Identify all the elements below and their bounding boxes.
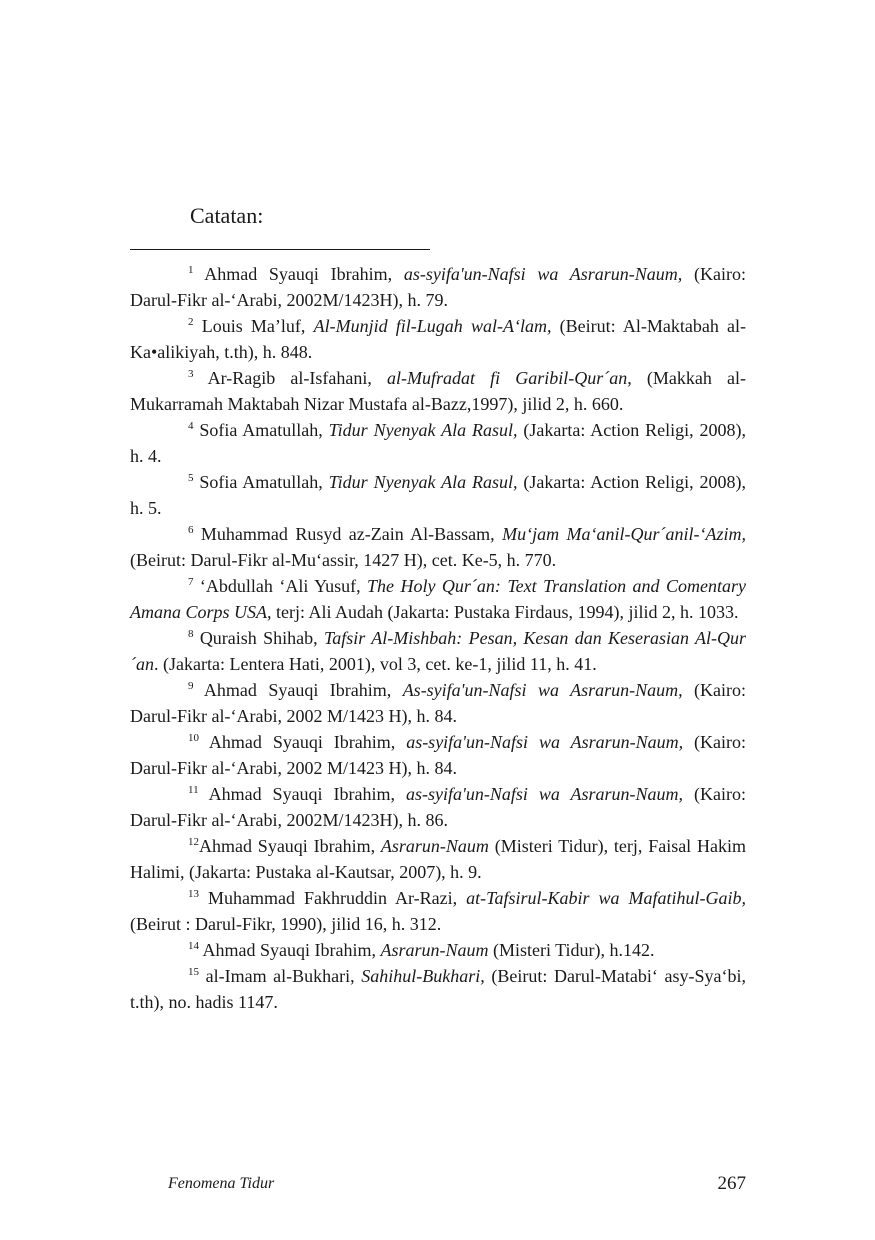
- footnotes-list: [130, 261, 746, 1015]
- footnote-publication: (Jakarta: Action Religi, 2008), h. 4.: [130, 420, 746, 466]
- footnote-11: [130, 781, 746, 833]
- footnote-number: 8: [188, 628, 194, 640]
- footnote-14: [130, 937, 746, 963]
- footnote-author: Ahmad Syauqi Ibrahim,: [198, 784, 407, 804]
- footnote-publication: (Misteri Tidur), h.142.: [488, 940, 655, 960]
- footnote-title: Al-Munjid fil-Lugah wal-A‘lam,: [313, 316, 552, 336]
- notes-heading: Catatan:: [190, 203, 264, 228]
- footnote-publication: (Beirut: Darul-Fikr al-Mu‘assir, 1427 H), cet. Ke-5, h. 770.: [130, 550, 557, 570]
- footnote-10: [130, 729, 746, 781]
- footnote-15: [130, 963, 746, 1015]
- footnote-author: Ar-Ragib al-Isfahani,: [193, 368, 387, 388]
- footnote-author: Ahmad Syauqi Ibrahim,: [199, 836, 381, 856]
- footnote-6: [130, 521, 746, 573]
- page-number: 267: [717, 1173, 746, 1194]
- footnote-author: Sofia Amatullah,: [193, 472, 329, 492]
- footnote-number: 2: [188, 316, 194, 328]
- footnote-publication: (Jakarta: Action Religi, 2008), h. 5.: [130, 472, 746, 518]
- footnote-divider: [130, 249, 430, 250]
- footnote-title: at-Tafsirul-Kabir wa Mafatihul-Gaib,: [466, 888, 747, 908]
- footnote-3: [130, 365, 746, 417]
- footnote-author: Louis Ma’luf,: [193, 316, 314, 336]
- footnote-number: 3: [188, 368, 194, 380]
- footnote-1: [130, 261, 746, 313]
- footnote-author: ‘Abdullah ‘Ali Yusuf,: [193, 576, 368, 596]
- footnote-title: al-Mufradat fi Garibil-Qur´an,: [387, 368, 632, 388]
- footnote-author: Sofia Amatullah,: [193, 420, 329, 440]
- footnote-title: as-syifa'un-Nafsi wa Asrarun-Naum,: [403, 264, 683, 284]
- footnote-2: [130, 313, 746, 365]
- footnote-publication: (Kairo: Darul-Fikr al-‘Arabi, 2002M/1423H), h. 79.: [130, 264, 746, 310]
- footnote-author: Ahmad Syauqi Ibrahim,: [193, 264, 404, 284]
- footnote-author: Ahmad Syauqi Ibrahim,: [193, 680, 403, 700]
- footnote-number: 5: [188, 472, 194, 484]
- footnote-title: Tidur Nyenyak Ala Rasul,: [328, 420, 518, 440]
- footnote-publication: (Kairo: Darul-Fikr al-‘Arabi, 2002 M/1423 H), h. 84.: [130, 680, 746, 726]
- footnote-author: al-Imam al-Bukhari,: [199, 966, 362, 986]
- footnote-number: 10: [188, 732, 199, 744]
- footnote-title: Sahihul-Bukhari,: [361, 966, 485, 986]
- footnote-publication: (Misteri Tidur), terj, Faisal Hakim Halimi, (Jakarta: Pustaka al-Kautsar, 2007), h. 9.: [130, 836, 746, 882]
- footnote-7: [130, 573, 746, 625]
- footnote-publication: (Beirut: Al-Maktabah al-Ka•alikiyah, t.th), h. 848.: [130, 316, 747, 362]
- footnote-publication: (Kairo: Darul-Fikr al-‘Arabi, 2002M/1423H), h. 86.: [130, 784, 746, 830]
- footnote-number: 13: [188, 888, 199, 900]
- footnote-title: Mu‘jam Ma‘anil-Qur´anil-‘Azim,: [502, 524, 746, 544]
- footnote-title: Tafsir Al-Mishbah: Pesan, Kesan dan Keserasian Al-Qur´an: [130, 628, 746, 674]
- footnote-author: Ahmad Syauqi Ibrahim,: [199, 732, 407, 752]
- footnote-title: The Holy Qur´an: Text Translation and Comentary Amana Corps USA,: [130, 576, 746, 622]
- footnote-title: Tidur Nyenyak Ala Rasul,: [328, 472, 518, 492]
- footnote-number: 12: [188, 836, 199, 848]
- footnote-publication: terj: Ali Audah (Jakarta: Pustaka Firdaus, 1994), jilid 2, h. 1033.: [271, 602, 739, 622]
- footnote-author: Muhammad Fakhruddin Ar-Razi,: [199, 888, 467, 908]
- footnote-title: Asrarun-Naum: [380, 940, 489, 960]
- running-footer-title: Fenomena Tidur: [168, 1175, 275, 1192]
- footnote-publication: (Kairo: Darul-Fikr al-‘Arabi, 2002 M/1423 H), h. 84.: [130, 732, 746, 778]
- footnote-9: [130, 677, 746, 729]
- footnote-title: as-syifa'un-Nafsi wa Asrarun-Naum,: [406, 732, 684, 752]
- footnote-number: 4: [188, 420, 194, 432]
- footnote-8: [130, 625, 746, 677]
- footnote-number: 7: [188, 576, 194, 588]
- footnote-author: Quraish Shihab,: [193, 628, 324, 648]
- footnote-publication: (Makkah al-Mukarramah Maktabah Nizar Mustafa al-Bazz,1997), jilid 2, h. 660.: [130, 368, 746, 414]
- footnote-number: 15: [188, 966, 199, 978]
- footnote-title: As-syifa'un-Nafsi wa Asrarun-Naum,: [402, 680, 683, 700]
- footnote-number: 11: [188, 784, 199, 796]
- footnote-author: Ahmad Syauqi Ibrahim,: [199, 940, 381, 960]
- footnote-12: [130, 833, 746, 885]
- footnote-number: 14: [188, 940, 199, 952]
- footnote-title: as-syifa'un-Nafsi wa Asrarun-Naum,: [406, 784, 684, 804]
- footnote-title: Asrarun-Naum: [380, 836, 489, 856]
- footnote-publication: (Beirut : Darul-Fikr, 1990), jilid 16, h. 312.: [130, 914, 442, 934]
- footnote-number: 9: [188, 680, 194, 692]
- footnote-number: 6: [188, 524, 194, 536]
- footnote-13: [130, 885, 746, 937]
- footnote-number: 1: [188, 264, 194, 276]
- footnote-publication: . (Jakarta: Lentera Hati, 2001), vol 3, cet. ke-1, jilid 11, h. 41.: [154, 654, 597, 674]
- footnote-5: [130, 469, 746, 521]
- footnote-publication: (Beirut: Darul-Matabi‘ asy-Sya‘bi, t.th), no. hadis 1147.: [130, 966, 746, 1012]
- footnote-4: [130, 417, 746, 469]
- footnote-author: Muhammad Rusyd az-Zain Al-Bassam,: [193, 524, 503, 544]
